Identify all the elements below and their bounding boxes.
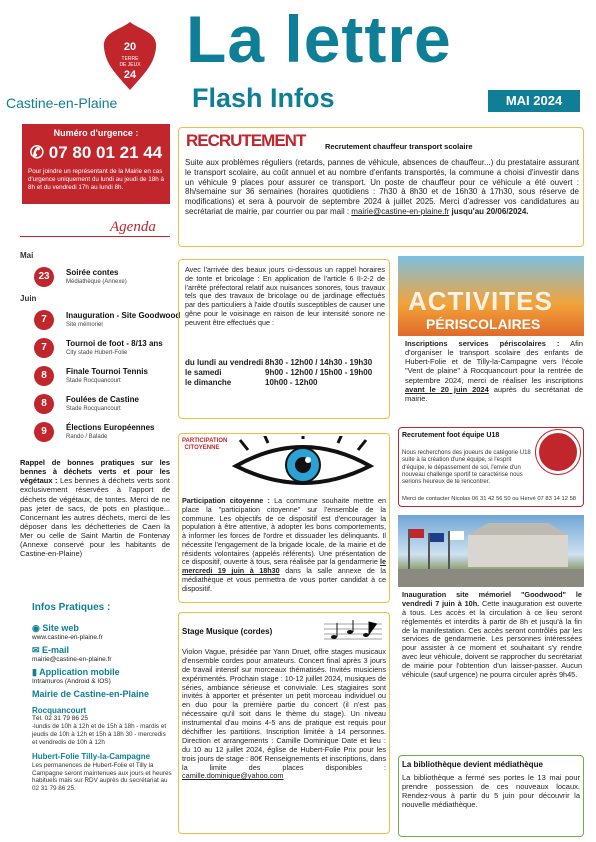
emergency-box (22, 124, 170, 204)
phone-icon: ✆ (29, 142, 49, 162)
newsletter-title: La lettre (186, 2, 452, 76)
memorial-illustration (398, 515, 584, 587)
mail-icon: ✉ (32, 644, 43, 655)
recruitment-body: Suite aux problèmes réguliers (retards, pannes de véhicule, absences de chauffeur...) du prestataire assurant le transport scolaire, au coût annuel et au nombre d'enfants transportés, la commune a choisi d'investir dans un véhicule 9 places pour assurer ce transport. Un poste de chauffeur pour ce véhicule a été ouvert : 8h/semaine sur 36 semaines (horaires quotidiens : 7h30 à 8h30 et de 16h30 à 17h30, sous réserve de modifications) et sera à pourvoir de septembre 2024 à juillet 2025. Merci d'adresser vos candidatures au secrétariat de mairie, par courrier ou par mail : mairie@castine-en-plaine.fr jusqu'au 20/06/2024. (185, 158, 579, 216)
citizen-participation-title: Participation citoyenne : (182, 496, 270, 505)
periscolaire-text: Inscriptions services périscolaires : Afin d'organiser le transport scolaire des enfants de Hubert-Folie et de Tilly-la-Campagne vers l'école "Vent de plaine" à Rocquancourt pour la rentrée de septembre 2024, merci de réaliser les inscriptions avant le 20 juin 2024 auprès du secrétariat de mairie. (405, 339, 584, 403)
app-label: ▮ Application mobile (32, 666, 120, 677)
reminder-title: Rappel de bonnes pratiques sur les bennes à déchets verts et pour les végétaux : (20, 458, 170, 486)
music-notes-icon (322, 618, 384, 644)
agenda-divider (20, 236, 170, 237)
library-text: La bibliothèque a fermé ses portes le 13 mai pour prendre possession de ces nouveaux locaux. Rendez-vous à partir du 5 juin pour découvrir la nouvelle médiathèque. (402, 773, 580, 810)
football-recruitment-text: Nous recherchons des joueurs de catégorie U18 suite à la création d'une équipe, si l'esprit d'équipe, le dépassement de soi, l'envie d'un nouveau challenge sportif te caractérise nous serions heureux de te rencontrer. (402, 450, 531, 486)
rocquancourt-phone: Tél. 02 31 79 86 25 (32, 715, 89, 723)
emergency-number[interactable]: ✆ 07 80 01 21 44 (29, 142, 163, 162)
music-workshop-title: Stage Musique (cordes) (182, 627, 273, 636)
rocquancourt-label: Rocquancourt (32, 705, 87, 715)
practical-info-title: Infos Pratiques : (32, 602, 111, 613)
football-recruitment-title: Recrutement foot équipe U18 (402, 432, 500, 439)
memorial-text: Inauguration site mémoriel "Goodwood" le vendredi 7 juin à 10h. Cette inauguration est ouverte à tous. Les accès et la circulation à ce lieu seront réglementés et interdits à partir de 8h et jusqu'à la fin de la manifestation. Ces accès seront contrôlés par les services de gendarmerie. Les personnes intéressées pour assister à ce moment et souhaitant s'y rendre avec leur véhicule, doivent se rapprocher du secrétariat de mairie pour l'obtention d'un laisser-passer. Aucun véhicule (sauf urgence) ne pourra circuler après 9h45. (402, 590, 582, 680)
website-label: ◉ Site web (32, 623, 79, 633)
svg-text:DE JEUX: DE JEUX (119, 62, 141, 68)
agenda-month-may: Mai (20, 251, 34, 260)
reminder-body: Les bennes à déchets verts sont exclusivement réservées à l'apport de déchets de végétaux, de tontes. Merci de ne pas jeter de sacs, de pots en plastique... Concernant les autres déchets, merci de les déposer dans les déchetteries de Caen la Mer ou celle de Saint Martin de Fontenay (Annexe conservé pour les habitants de Castine-en-Plaine) (20, 476, 170, 559)
eye-icon (228, 436, 378, 490)
town-name: Castine-en-Plaine (6, 95, 118, 111)
football-club-logo (536, 430, 580, 474)
recruitment-logo: RECRUTEMENT (186, 131, 306, 150)
noise-hours-table (185, 358, 385, 387)
phone-icon: ▮ (32, 666, 40, 677)
periscolaire-image: ACTIVITES PÉRISCOLAIRES (398, 256, 584, 336)
memorial-title: Inauguration site mémoriel "Goodwood" le vendredi 7 juin à 10h. (402, 590, 582, 608)
issue-month: MAI 2024 (488, 90, 580, 112)
music-workshop-text: Violon Vague, présidée par Yann Druet, offre stages musicaux d'ensemble cordes pour amateurs. Concert final après 3 jours de travail intensif sur morceaux thématisés. Invités musiciens expérimentés. Prochain stage : 10-12 juillet 2024, musiques de séries, ambiance sérieuse et conviviale. Les stagiaires sont invités à apporter et présenter un petit morceau individuel ou en duo pour la première partie du concert (il n'est pas nécessaire qu'il soit dans le thème du stage). Un niveau instrumental d'au moins 4-5 ans de pratique est requis pour déchiffrer les partitions. Inscription limitée à 14 personnes. Direction et arrangements : Camille Dominique Date et lieu : du 10 au 12 juillet 2024, église de Hubert-Folie Prix pour les trois jours de stage : 80€ Renseignements et inscriptions, dans la limite des places disponibles : camille.dominique@yahoo.com (182, 647, 386, 781)
memorial-photo (398, 515, 584, 587)
recruitment-email[interactable]: mairie@castine-en-plaine.fr (351, 206, 450, 216)
football-contact: Merci de contacter Nicolas 06 31 42 56 50 ou Hervé 07 83 14 12 58 (402, 496, 577, 502)
globe-icon: ◉ (32, 623, 43, 633)
agenda-title: Agenda (110, 219, 156, 235)
email-label: ✉ E-mail (32, 644, 70, 655)
citizen-participation-date: le mercredi 19 juin à 18h30 (182, 557, 386, 576)
practical-info (32, 620, 172, 793)
recruitment-deadline: jusqu'au 20/06/2024. (451, 206, 529, 216)
library-title: La bibliothèque devient médiathèque (402, 760, 543, 769)
svg-text:20: 20 (123, 41, 137, 53)
recruitment-title: Recrutement chauffeur transport scolaire (325, 142, 473, 151)
periscolaire-title: Inscriptions services périscolaires : (405, 339, 560, 348)
rocquancourt-hours: -lundis de 10h à 12h et de 15h à 18h - mardis et jeudis de 10h à 12h et 15h à 18h 30 - mercredis et vendredis de 10h à 12h (32, 723, 167, 746)
citizen-participation-label: PARTICIPATION CITOYENNE (182, 438, 228, 452)
periscolaire-deadline: avant le 20 juin 2024 (405, 384, 489, 394)
citizen-participation-text: Participation citoyenne : La commune souhaite mettre en place la "participation citoyenne" sur l'ensemble de la commune. Les objectifs de ce dispositif est d'encourager la population à être attentive, à adopter les bons comportements, à informer les forces de l'ordre et dissuader les délinquants. Il nécessite l'engagement de la brigade locale, de la mairie et de résidents volontaires (appelés référents). Une présentation de ce dispositif, ouverte à tous, sera réalisée par la gendarmerie le mercredi 19 juin à 18h30 dans la salle annexe de la médiathèque et vous permettra de vous porter candidat à ce dispositif. (182, 496, 387, 593)
hubert-folie-label: Hubert-Folie Tilly-la-Campagne (32, 752, 151, 762)
emergency-text: Pour joindre un représentant de la Mairie en cas d'urgence uniquement du lundi au jeudi de 18h à 8h et du vendredi 17h au lundi 8h. (28, 167, 164, 192)
svg-text:TERRE: TERRE (121, 56, 139, 62)
hubert-folie-text: Les permanences de Hubert-Folie et Tilly la Campagne seront maintenues aux jours et heures habituels mais sur RDV auprès du secrétariat au 02 31 79 86 25. (32, 762, 172, 793)
emergency-label: Numéro d'urgence : (53, 128, 139, 138)
music-workshop-email[interactable]: camille.dominique@yahoo.com (182, 771, 284, 781)
terre-de-jeux-logo (100, 20, 160, 92)
svg-text:24: 24 (123, 69, 137, 81)
noise-rules-text: Avec l'arrivée des beaux jours ci-dessous un rappel horaires de tonte et bricolage : En application de l'article 6 II-2-2 de l'arrêté préfectoral relatif aux nuisances sonores, tous travaux tels que des travaux de bricolage ou de jardinage effectués par des particuliers à l'aide d'outils susceptibles de causer une gêne pour le voisinage en raison de leur intensité sonore ne peuvent être effectués que : (185, 265, 385, 327)
app-name: Intramuros (Android & IOS) (32, 677, 111, 685)
hours-row: le dimanche 10h00 - 12h00 (185, 377, 318, 387)
hours-row: le samedi 9h00 - 12h00 / 15h00 - 19h00 (185, 367, 373, 377)
website-link[interactable]: www.castine-en-plaine.fr (32, 633, 103, 641)
hours-row: du lundi au vendredi 8h30 - 12h00 / 14h30 - 19h30 (185, 358, 373, 367)
newsletter-subtitle: Flash Infos (192, 83, 335, 113)
green-waste-reminder (20, 458, 170, 559)
email-link[interactable]: mairie@castine-en-plaine.fr (32, 655, 112, 663)
mairie-label: Mairie de Castine-en-Plaine (32, 688, 150, 699)
agenda-month-june: Juin (20, 294, 37, 303)
